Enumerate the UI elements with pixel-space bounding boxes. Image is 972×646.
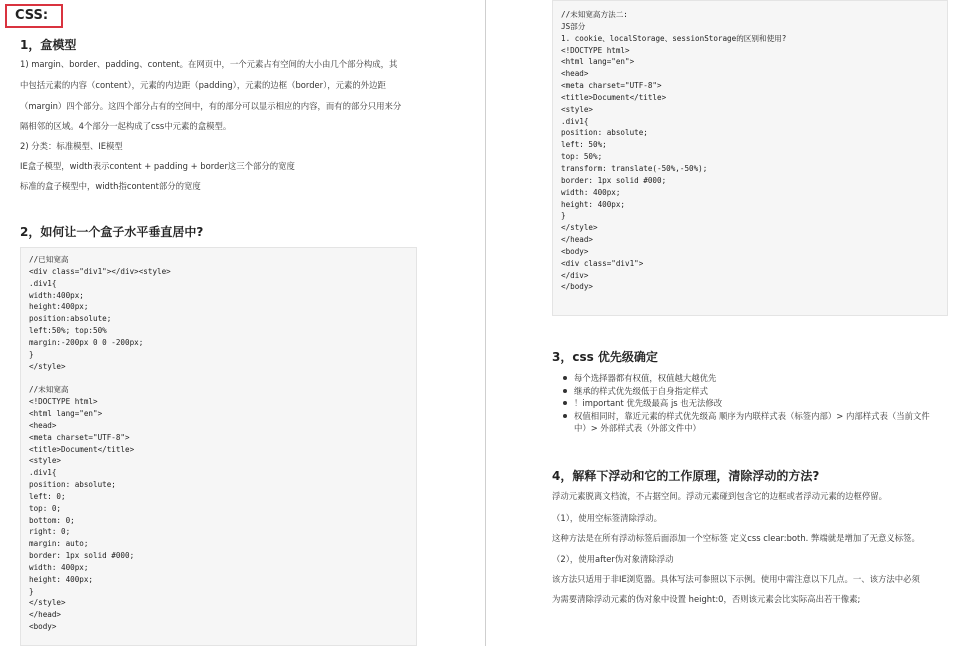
code-line: border: 1px solid #000; — [561, 175, 667, 185]
bullet-dot-icon — [563, 376, 567, 380]
code-line: margin: auto; — [29, 539, 89, 549]
code-line: JS部分 — [561, 21, 586, 31]
list-item — [562, 397, 930, 410]
code-line: </style> — [29, 361, 66, 371]
code-line: <meta charset="UTF-8"> — [29, 432, 130, 442]
code-line: height: 400px; — [29, 574, 94, 584]
list-item-text: 每个选择器都有权值，权值越大越优先 — [574, 373, 717, 383]
code-line: <html lang="en"> — [29, 408, 103, 418]
code-line: </style> — [561, 223, 598, 233]
code-line: <style> — [29, 456, 62, 466]
page-title: CSS: — [5, 4, 63, 28]
code-line: } — [29, 349, 34, 359]
code-line: transform: translate(-50%,-50%); — [561, 163, 708, 173]
paragraph: 中包括元素的内容（content），元素的内边距（padding），元素的边框（border），元素的外边距 — [20, 80, 386, 90]
code-line: </div> — [561, 270, 589, 280]
code-block — [552, 0, 948, 316]
right-page — [486, 0, 972, 646]
code-line: width:400px; — [29, 290, 84, 300]
list-item-text: ！important 优先级最高 js 也无法修改 — [574, 398, 723, 408]
code-line: <head> — [561, 69, 589, 79]
code-line: <title>Document</title> — [561, 92, 667, 102]
paragraph: 为需要清除浮动元素的伪对象中设置 height:0，否则该元素会比实际高出若干像素; — [552, 594, 861, 604]
code-line: </style> — [29, 598, 66, 608]
paragraph: 标准的盒子模型中，width指content部分的宽度 — [20, 181, 201, 191]
code-line: <title>Document</title> — [29, 444, 135, 454]
priority-list — [562, 372, 930, 435]
code-line: width: 400px; — [561, 187, 621, 197]
code-line: <body> — [561, 246, 589, 256]
code-line: height:400px; — [29, 302, 89, 312]
list-item — [562, 372, 930, 385]
code-line: <style> — [561, 104, 594, 114]
code-line: <html lang="en"> — [561, 57, 635, 67]
code-line: } — [561, 211, 566, 221]
bullet-dot-icon — [563, 389, 567, 393]
code-line: <head> — [29, 420, 57, 430]
code-line: margin:-200px 0 0 -200px; — [29, 337, 144, 347]
code-line: right: 0; — [29, 527, 71, 537]
code-line: <body> — [29, 622, 57, 632]
list-item — [562, 422, 930, 435]
code-line: //未知宽高方法二: — [561, 10, 628, 19]
list-item-text: 继承的样式优先级低于自身指定样式 — [574, 385, 708, 396]
code-line: left: 50%; — [561, 140, 607, 150]
code-line: </body> — [561, 282, 594, 292]
code-line — [29, 372, 416, 384]
code-line: position: absolute; — [561, 128, 648, 138]
paragraph: IE盒子模型，width表示content + padding + border这三个部分的宽度 — [20, 161, 295, 171]
code-line: <!DOCTYPE html> — [561, 45, 630, 55]
code-line: top: 0; — [29, 503, 62, 513]
code-line: //未知宽高 — [29, 385, 69, 395]
code-line: <!DOCTYPE html> — [29, 397, 98, 407]
paragraph: 1) margin、border、padding、content。在网页中，一个元素占有空间的大小由几个部分构成，其 — [20, 59, 398, 69]
paragraph: 该方法只适用于非IE浏览器。具体写法可参照以下示例。使用中需注意以下几点。一、该方法中必须 — [552, 574, 920, 584]
code-line: <meta charset="UTF-8"> — [561, 81, 662, 91]
code-line: width: 400px; — [29, 562, 89, 572]
heading-css-priority: 3，css 优先级确定 — [552, 350, 658, 364]
code-line: top: 50%; — [561, 152, 603, 162]
code-line: } — [29, 586, 34, 596]
code-line: height: 400px; — [561, 199, 626, 209]
code-line: <div class="div1"> — [561, 258, 644, 268]
heading-box-model: 1，盒模型 — [20, 38, 77, 52]
code-line: position:absolute; — [29, 314, 112, 324]
list-item-text: 权值相同时，靠近元素的样式优先级高 顺序为内联样式表（标签内部）> 内部样式表（当前文件 — [574, 410, 930, 421]
code-line: border: 1px solid #000; — [29, 551, 135, 561]
code-line: 1. cookie、localStorage、sessionStorage的区别和使用? — [561, 33, 787, 43]
code-line: .div1{ — [29, 468, 57, 478]
code-line: </head> — [29, 610, 62, 620]
paragraph: （2），使用after伪对象清除浮动 — [552, 554, 674, 564]
paragraph: 隔相邻的区域。4个部分一起构成了css中元素的盒模型。 — [20, 121, 232, 131]
list-item — [562, 410, 930, 423]
code-line: left:50%; top:50% — [29, 326, 107, 336]
code-line: bottom: 0; — [29, 515, 75, 525]
code-line: position: absolute; — [29, 480, 116, 490]
code-line: left: 0; — [29, 491, 66, 501]
code-line: <div class="div1"></div><style> — [29, 266, 171, 276]
list-item — [562, 385, 930, 398]
heading-float: 4，解释下浮动和它的工作原理，清除浮动的方法? — [552, 469, 820, 483]
code-block — [20, 247, 417, 646]
paragraph: （1），使用空标签清除浮动。 — [552, 513, 663, 523]
heading-centering: 2，如何让一个盒子水平垂直居中? — [20, 225, 204, 239]
paragraph: 这种方法是在所有浮动标签后面添加一个空标签 定义css clear:both. 弊端就是增加了无意义标签。 — [552, 533, 920, 543]
code-line: //已知宽高 — [29, 255, 69, 264]
bullet-dot-icon — [563, 401, 567, 405]
list-item-text: 中）> 外部样式表（外部文件中） — [574, 423, 701, 433]
bullet-dot-icon — [563, 414, 567, 418]
paragraph: 2) 分类：标准模型、IE模型 — [20, 141, 123, 151]
code-line: .div1{ — [29, 278, 57, 288]
paragraph: （margin）四个部分。这四个部分占有的空间中，有的部分可以显示相应的内容，而有的部分只用来分 — [20, 101, 402, 111]
code-line: .div1{ — [561, 116, 589, 126]
code-line: </head> — [561, 235, 594, 245]
paragraph: 浮动元素脱离文档流，不占据空间。浮动元素碰到包含它的边框或者浮动元素的边框停留。 — [552, 491, 887, 501]
